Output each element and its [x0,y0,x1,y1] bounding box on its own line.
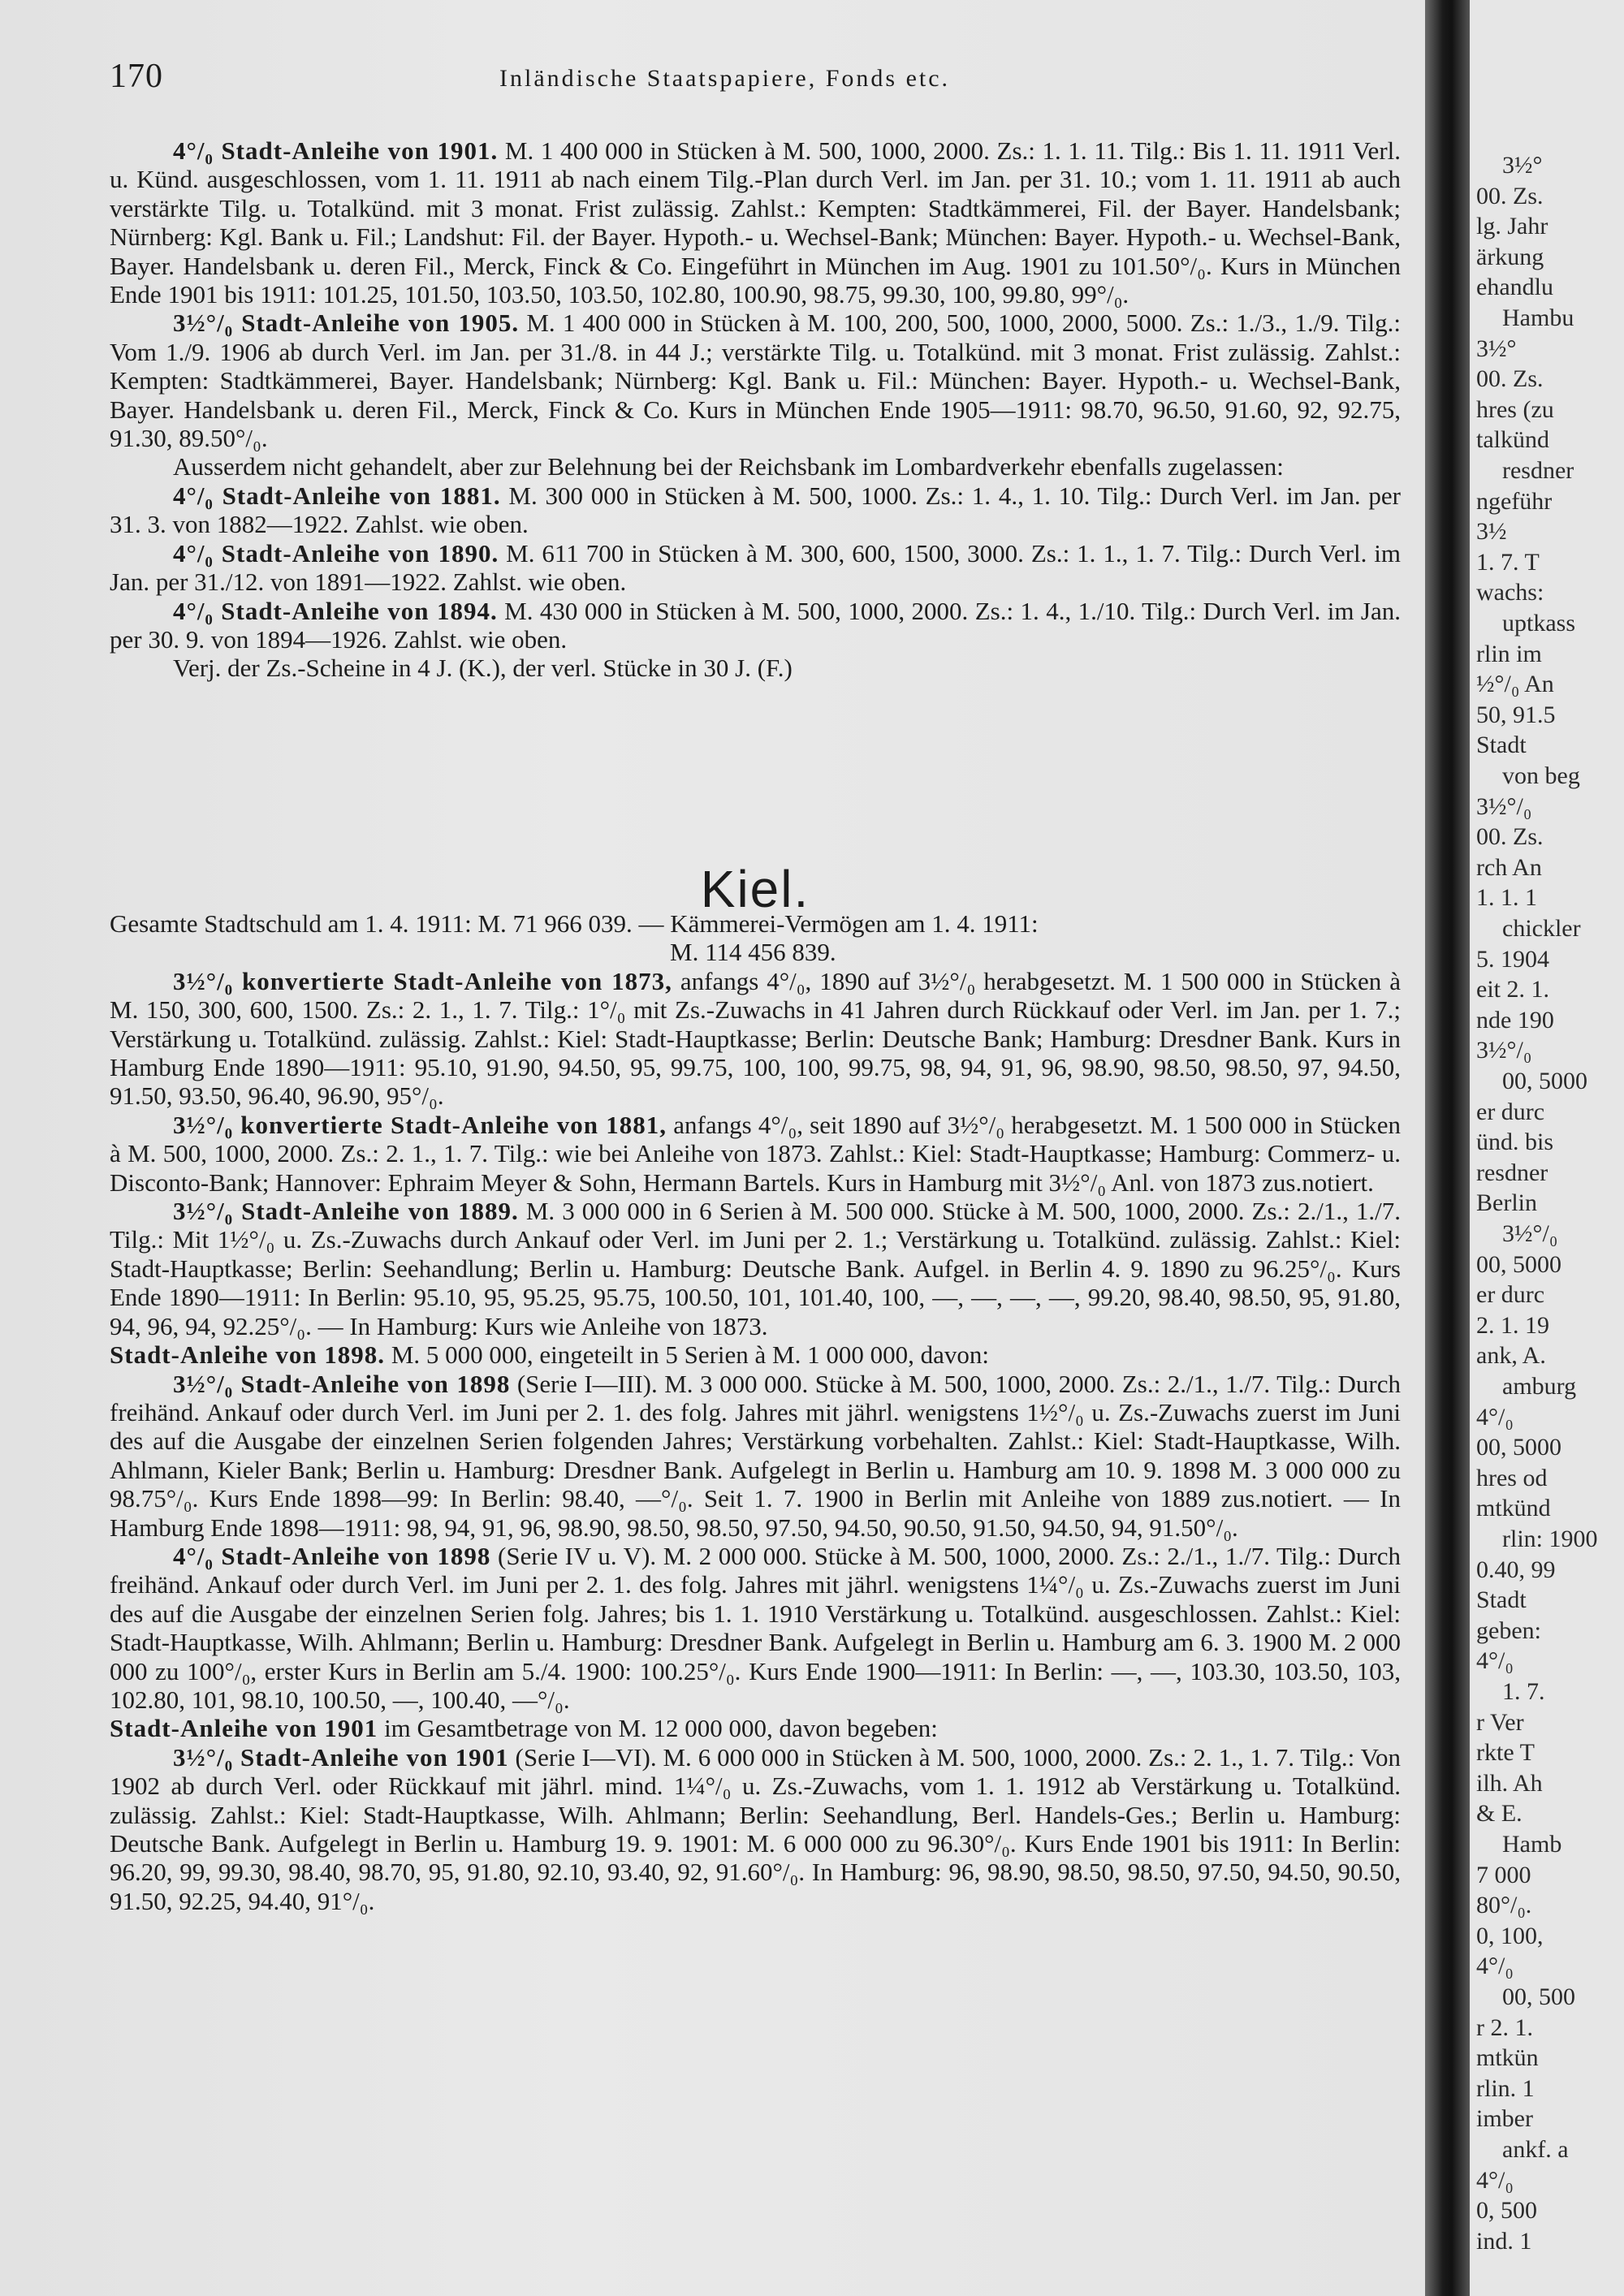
next-page-fragment: 00. Zs. [1476,823,1544,851]
next-page-fragment: 50, 91.5 [1476,701,1556,728]
running-title: Inländische Staatspapiere, Fonds etc. [499,65,951,92]
next-page-fragment: ünd. bis [1476,1129,1554,1156]
loan-details: (Serie I—III). M. 3 000 000. Stücke à M. 500, 1000, 2000. Zs.: 2./1., 1./7. Tilg.: Durch freihänd. Ankauf oder durch Verl. im Juni per 2. 1. des folg. Jahres mit jährl. wenigstens 1½°/₀ u. Zs.-Zuwachs zuerst im Juni des auf die Ausgabe der einzelnen Serien folgenden Jahres; Verstärkung vorbehalten. Zahlst.: Kiel: Stadt-Hauptkasse, Wilh. Ahlmann, Kieler Bank; Berlin u. Hamburg: Dresdner Bank. Aufgelegt in Berlin u. Hamburg am 10. 9. 1898 M. 3 000 000 zu 98.75°/₀. Kurs Ende 1898—99: In Berlin: 98.40, —°/₀. Seit 1. 7. 1900 in Berlin mit Anleihe von 1889 zus.notiert. — In Hamburg Ende 1898—1911: 98, 94, 91, 96, 98.90, 98.50, 98.50, 97.50, 94.50, 90.50, 91.50, 94.50, 94, 91.50°/₀. [110,1369,1402,1542]
kiel-loan-entry [110,1542,1401,1714]
loan-entry [110,539,1401,597]
loan-heading: 4°/₀ Stadt-Anleihe von 1901. [173,136,499,165]
next-page-fragment: 5. 1904 [1476,945,1549,973]
next-page-fragment: Hamb [1502,1831,1562,1858]
next-page-fragment: ehandlu [1476,274,1553,301]
next-page-fragment: 00. Zs. [1476,365,1544,393]
next-page-fragment: er durc [1476,1281,1545,1309]
kiel-loan-entry [110,1743,1401,1915]
kiel-loan-entry [110,1197,1401,1340]
next-page-fragment: 4°/₀ [1476,2166,1514,2194]
next-page-fragment: Berlin [1476,1189,1537,1217]
kiel-loan-entry [110,967,1401,1111]
next-page-fragment: 4°/₀ [1476,1953,1514,1980]
loan-details: M. 1 400 000 in Stücken à M. 100, 200, 500, 1000, 2000, 5000. Zs.: 1./3., 1./9. Tilg.: Vom 1./9. 1906 ab durch Verl. im Jan. per 31./8. in 44 J.; verstärkte Tilg. u. Totalkünd. mit 3 monat. Frist zulässig. Zahlst.: Kempten: Stadtkämmerei, Bayer. Handelsbank; Nürnberg: Kgl. Bank u. Fil.: München: Bayer. Hypoth.- u. Wechsel-Bank, Bayer. Handelsbank u. deren Fil., Merck, Finck & Co. Kurs in München Ende 1905—1911: 98.70, 96.50, 91.60, 92, 92.75, 91.30, 89.50°/₀. [110,309,1401,453]
loan-heading: 4°/₀ Stadt-Anleihe von 1890. [173,538,499,568]
next-page-fragment: ngeführ [1476,487,1553,515]
next-page-fragment: hres (zu [1476,395,1554,423]
loan-details: Ausserdem nicht gehandelt, aber zur Belehnung bei der Reichsbank im Lombardverkehr ebenfalls zugelassen: [173,452,1284,481]
loan-details: M. 611 700 in Stücken à M. 300, 600, 1500, 3000. Zs.: 1. 1., 1. 7. Tilg.: Durch Verl. im Jan. per 31./12. von 1891—1922. Zahlst. wie oben. [110,538,1401,597]
next-page-fragment: 3½° [1476,334,1517,362]
next-page-fragment: 4°/₀ [1476,1403,1514,1431]
next-page-fragment: lg. Jahr [1476,213,1548,240]
kiel-assets-summary: M. 114 456 839. [670,938,836,967]
city-heading-kiel: Kiel. [700,860,810,918]
next-page-fragment: ank, A. [1476,1342,1546,1370]
loan-details: M. 3 000 000 in 6 Serien à M. 500 000. Stücke à M. 500, 1000, 2000. Zs.: 2./1., 1./7. Tilg.: Mit 1½°/₀ u. Zs.-Zuwachs durch Ankauf oder Verl. im Juni per 2. 1.; Verstärkung u. Totalkünd. zulässig. Zahlst.: Kiel: Stadt-Hauptkasse; Berlin: Seehandlung; Berlin u. Hamburg: Deutsche Bank. Aufgel. in Berlin 4. 9. 1890 zu 96.25°/₀. Kurs Ende 1890—1911: In Berlin: 95.10, 95, 95.25, 95.75, 100.50, 101, 101.40, 100, —, —, —, —, 99.20, 98.40, 98.50, 95, 91.80, 94, 96, 94, 92.25°/₀. — In Hamburg: Kurs wie Anleihe von 1873. [110,1197,1401,1340]
loan-heading: 4°/₀ Stadt-Anleihe von 1898 [173,1541,491,1570]
next-page-fragment: Stadt [1476,732,1527,759]
next-page-fragment: ärkung [1476,243,1544,270]
next-page-fragment: 3½°/₀ [1476,1037,1532,1064]
next-page-fragment: 0, 100, [1476,1922,1544,1949]
kiel-entries [110,967,1401,1915]
loan-details: im Gesamtbetrage von M. 12 000 000, davon begeben: [378,1714,938,1743]
next-page-fragment: rkte T [1476,1739,1535,1767]
loan-heading: 3½°/₀ konvertierte Stadt-Anleihe von 1873, [173,966,672,995]
loan-details: M. 430 000 in Stücken à M. 500, 1000, 2000. Zs.: 1. 4., 1./10. Tilg.: Durch Verl. im Jan. per 30. 9. von 1894—1926. Zahlst. wie oben. [110,596,1402,654]
next-page-fragment: resdner [1502,457,1574,484]
loan-entry [110,597,1401,654]
next-page-fragment: ind. 1 [1476,2227,1532,2255]
next-page-fragment: 00, 500 [1502,1983,1575,2010]
next-page-fragment: rlin: 1900 [1502,1526,1598,1552]
next-page-fragment: uptkass [1502,610,1575,637]
next-page-fragment: 1. 7. T [1476,548,1540,576]
next-page-fragment: 4°/₀ [1476,1647,1514,1675]
next-page-fragment: rlin. 1 [1476,2074,1535,2102]
next-page-fragment: talkünd [1476,426,1549,454]
loan-heading: 4°/₀ Stadt-Anleihe von 1881. [173,481,501,510]
next-page-fragment: Hambu [1502,304,1574,331]
next-page-fragment: amburg [1502,1373,1577,1400]
next-page-fragment: r Ver [1476,1708,1524,1736]
loan-entry [110,136,1401,309]
next-page-fragment: er durc [1476,1098,1545,1125]
loan-details: M. 300 000 in Stücken à M. 500, 1000. Zs.: 1. 4., 1. 10. Tilg.: Durch Verl. im Jan. per 31. 3. von 1882—1922. Zahlst. wie oben. [110,481,1402,539]
loan-details: M. 5 000 000, eingeteilt in 5 Serien à M. 1 000 000, davon: [385,1340,989,1370]
loan-details: Verj. der Zs.-Scheine in 4 J. (K.), der verl. Stücke in 30 J. (F.) [173,654,793,683]
next-page-fragment: 3½°/₀ [1502,1220,1558,1247]
kiel-debt-summary: Gesamte Stadtschuld am 1. 4. 1911: M. 71 966 039. — Kämmerei-Vermögen am 1. 4. 1911: [110,909,1039,938]
section-previous-city [110,136,1401,683]
next-page-fragment: 0, 500 [1476,2197,1537,2225]
loan-details: (Serie I—VI). M. 6 000 000 in Stücken à M. 500, 1000, 2000. Zs.: 2. 1., 1. 7. Tilg.: Von 1902 ab durch Verl. oder Rückkauf mit jährl. mind. 1¼°/₀ u. Zs.-Zuwachs, vom 1. 1. 1912 ab Verstärkung u. Totalkünd. zulässig. Zahlst.: Kiel: Stadt-Hauptkasse, Wilh. Ahlmann; Berlin: Seehandlung, Berl. Handels-Ges.; Berlin u. Hamburg: Deutsche Bank. Aufgelegt in Berlin u. Hamburg 19. 9. 1901: M. 6 000 000 zu 96.30°/₀. Kurs Ende 1901 bis 1911: In Berlin: 96.20, 99, 99.30, 98.40, 98.70, 95, 91.80, 92.10, 93.40, 92, 91.60°/₀. In Hamburg: 96, 98.90, 98.50, 98.50, 97.50, 94.50, 90.50, 91.50, 92.25, 94.40, 91°/₀. [110,1742,1401,1915]
next-page-fragment: 2. 1. 19 [1476,1311,1549,1339]
next-page-fragment: wachs: [1476,579,1544,606]
running-head [110,57,1409,97]
loan-heading: 3½°/₀ Stadt-Anleihe von 1905. [173,309,520,338]
next-page-fragment: 1. 7. [1502,1678,1545,1705]
loan-heading: 3½°/₀ Stadt-Anleihe von 1889. [173,1197,519,1226]
next-page-fragment: 1. 1. 1 [1476,884,1537,912]
loan-entry [110,452,1401,481]
next-page-fragment: nde 190 [1476,1006,1554,1034]
next-page-fragment: ½°/₀ An [1476,671,1554,698]
loan-entry [110,309,1401,452]
loan-heading: Stadt-Anleihe von 1901 [110,1714,378,1743]
loan-heading: 3½°/₀ konvertierte Stadt-Anleihe von 1881, [173,1110,667,1139]
loan-entry [110,654,1401,682]
next-page-fragment: 00, 5000 [1502,1068,1587,1094]
kiel-loan-entry [110,1714,1401,1742]
loan-heading: Stadt-Anleihe von 1898. [110,1340,386,1370]
next-page-fragment: von beg [1502,762,1580,789]
kiel-loan-entry [110,1370,1401,1542]
loan-details: (Serie IV u. V). M. 2 000 000. Stücke à M. 500, 1000, 2000. Zs.: 2./1., 1./7. Tilg.: Durch freihänd. Ankauf oder durch Verl. im Juni per 2. 1. des folg. Jahres mit jährl. wenigstens 1¼°/₀ u. Zs.-Zuwachs zuerst im Juni des auf die Ausgabe der einzelnen Serien folg. Jahres; bis 1. 1. 1910 Verstärkung u. Totalkünd. ausgeschlossen. Zahlst.: Kiel: Stadt-Hauptkasse, Wilh. Ahlmann; Berlin u. Hamburg: Dresdner Bank. Aufgelegt in Berlin u. Hamburg am 6. 3. 1900 M. 2 000 000 zu 100°/₀, erster Kurs in Berlin am 5./4. 1900: 100.25°/₀. Kurs Ende 1900—1911: In Berlin: —, —, 103.30, 103.50, 103, 102.80, 101, 98.10, 100.50, —, 100.40, —°/₀. [110,1541,1402,1714]
loan-details: M. 1 400 000 in Stücken à M. 500, 1000, 2000. Zs.: 1. 1. 11. Tilg.: Bis 1. 11. 1911 Verl. u. Künd. ausgeschlossen, vom 1. 11. 1911 ab nach einem Tilg.-Plan durch Verl. im Jan. per 31. 10.; vom 1. 11. 1911 ab auch verstärkte Tilg. u. Totalkünd. mit 3 monat. Frist zulässig. Zahlst.: Kempten: Stadtkämmerei, Fil. der Bayer. Handelsbank; Nürnberg: Kgl. Bank u. Fil.; Landshut: Fil. der Bayer. Hypoth.- u. Wechsel-Bank; München: Bayer. Hypoth.- u. Wechsel-Bank, Bayer. Handelsbank u. deren Fil., Merck, Finck & Co. Eingeführt in München im Aug. 1901 zu 101.50°/₀. Kurs in München Ende 1901 bis 1911: 101.25, 101.50, 103.50, 103.50, 102.80, 100.90, 98.75, 99.30, 100, 99.80, 99°/₀. [110,136,1402,309]
next-page-fragment: ilh. Ah [1476,1769,1543,1797]
section-kiel [110,909,1401,1915]
loan-heading: 3½°/₀ Stadt-Anleihe von 1901 [173,1742,509,1772]
next-page-fragment: eit 2. 1. [1476,976,1549,1003]
next-page-fragment: chickler [1502,915,1581,942]
kiel-loan-entry [110,1111,1401,1197]
next-page-fragment: 80°/₀. [1476,1892,1532,1919]
book-gutter [1425,0,1470,2296]
loan-heading: 3½°/₀ Stadt-Anleihe von 1898 [173,1369,511,1398]
next-page-fragment: mtkünd [1476,1495,1551,1522]
next-page-fragment: resdner [1476,1159,1548,1186]
next-page-fragment: rch An [1476,853,1542,881]
next-page-edge [1470,0,1624,2296]
next-page-fragment: rlin im [1476,640,1542,667]
next-page-fragment: 0.40, 99 [1476,1556,1556,1583]
next-page-fragment: hres od [1476,1464,1548,1491]
next-page-fragment: & E. [1476,1800,1522,1828]
next-page-fragment: 3½° [1502,152,1543,179]
next-page-fragment: geben: [1476,1616,1541,1644]
page-number: 170 [110,58,163,95]
loan-heading: 4°/₀ Stadt-Anleihe von 1894. [173,596,498,625]
next-page-fragment: mtkün [1476,2044,1539,2072]
next-page-fragment: r 2. 1. [1476,2013,1533,2041]
next-page-fragment: Stadt [1476,1586,1527,1614]
next-page-fragment: imber [1476,2105,1533,2133]
next-page-fragment: 00. Zs. [1476,182,1544,209]
next-page-fragment: 7 000 [1476,1861,1531,1888]
loan-details: anfangs 4°/₀, 1890 auf 3½°/₀ herabgesetzt. M. 1 500 000 in Stücken à M. 150, 300, 600, 1500. Zs.: 2. 1., 1. 7. Tilg.: 1°/₀ mit Zs.-Zuwachs in 41 Jahren durch Rückkauf oder Verl. im Jan. per 1. 7.; Verstärkung u. Totalkünd. zulässig. Zahlst.: Kiel: Stadt-Hauptkasse; Berlin: Deutsche Bank; Hamburg: Dresdner Bank. Kurs in Hamburg Ende 1890—1911: 95.10, 91.90, 94.50, 95, 99.75, 100, 100, 99.75, 98, 94, 91, 96, 98.90, 98.50, 98.50, 97, 94.50, 91.50, 93.50, 96.40, 96.90, 95°/₀. [110,966,1401,1111]
kiel-loan-entry [110,1340,1401,1369]
loan-details: anfangs 4°/₀, seit 1890 auf 3½°/₀ herabgesetzt. M. 1 500 000 in Stücken à M. 500, 1000, 2000. Zs.: 2. 1., 1. 7. Tilg.: wie bei Anleihe von 1873. Zahlst.: Kiel: Stadt-Hauptkasse; Hamburg: Commerz- u. Disconto-Bank; Hannover: Ephraim Meyer & Sohn, Hermann Bartels. Kurs in Hamburg mit 3½°/₀ Anl. von 1873 zus.notiert. [110,1110,1401,1197]
loan-entry [110,481,1401,539]
next-page-fragment: 3½°/₀ [1476,792,1532,820]
next-page-fragment: ankf. a [1502,2136,1569,2163]
next-page-fragment: 3½ [1476,518,1507,546]
next-page-fragment: 00, 5000 [1476,1434,1561,1461]
next-page-fragment: 00, 5000 [1476,1250,1561,1278]
